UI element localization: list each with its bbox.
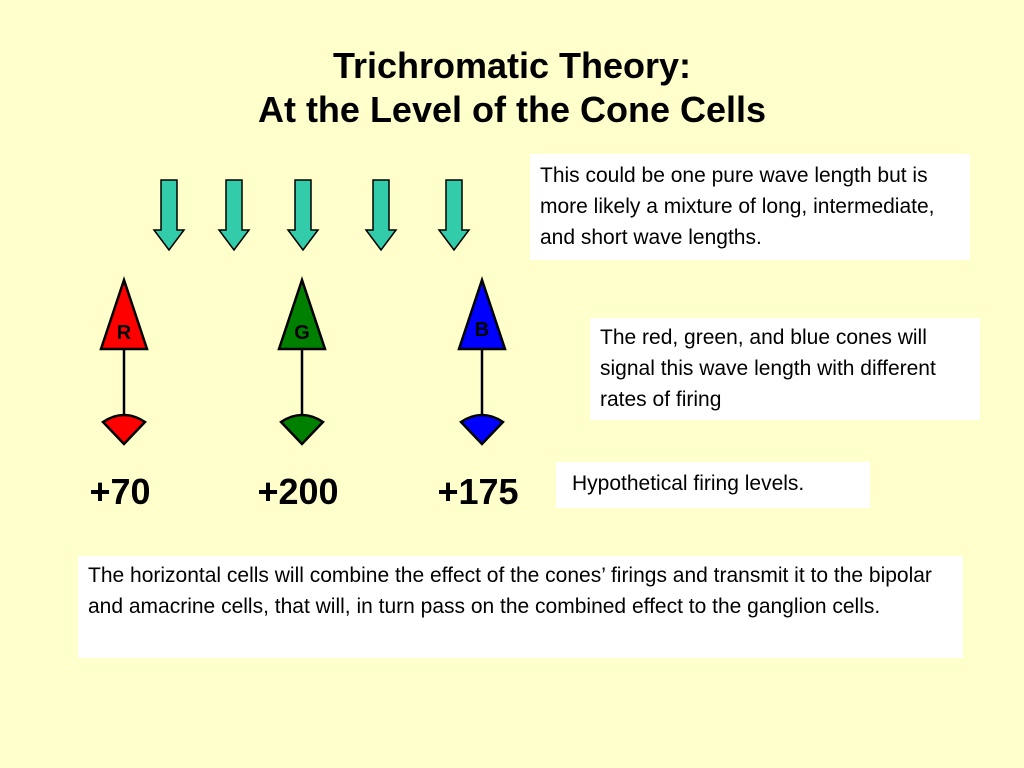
cone-blue-letter: B <box>474 319 490 341</box>
light-arrow-1 <box>154 180 184 250</box>
light-arrow-5 <box>439 180 469 250</box>
cone-green-letter: G <box>294 322 310 344</box>
light-arrow-2 <box>219 180 249 250</box>
incoming-light-arrows <box>154 180 469 250</box>
firing-level-blue: +175 <box>437 471 519 512</box>
firing-level-red: +70 <box>89 471 151 512</box>
light-arrow-4 <box>366 180 396 250</box>
firing-level-green: +200 <box>257 471 339 512</box>
signal-note: The red, green, and blue cones will signal this wave length with different rates of firing <box>590 318 980 420</box>
cone-green <box>279 280 325 444</box>
cone-green-terminal <box>281 415 323 444</box>
cone-blue-terminal <box>461 415 503 444</box>
hypothetical-note: Hypothetical firing levels. <box>556 462 870 508</box>
horizontal-cells-note: The horizontal cells will combine the effect of the cones’ firings and transmit it to the bipolar and amacrine cells, that will, in turn pass on the combined effect to the ganglion cells. <box>78 556 963 658</box>
light-arrow-3 <box>288 180 318 250</box>
cone-red-terminal <box>103 415 145 444</box>
cone-red <box>101 280 147 444</box>
cone-red-letter: R <box>116 322 132 344</box>
wavelength-note: This could be one pure wave length but is more likely a mixture of long, intermediate, and short wave lengths. <box>530 154 970 260</box>
title-line-1: Trichromatic Theory: <box>332 45 692 86</box>
title-line-2: At the Level of the Cone Cells <box>257 89 767 130</box>
cone-blue <box>459 280 505 444</box>
